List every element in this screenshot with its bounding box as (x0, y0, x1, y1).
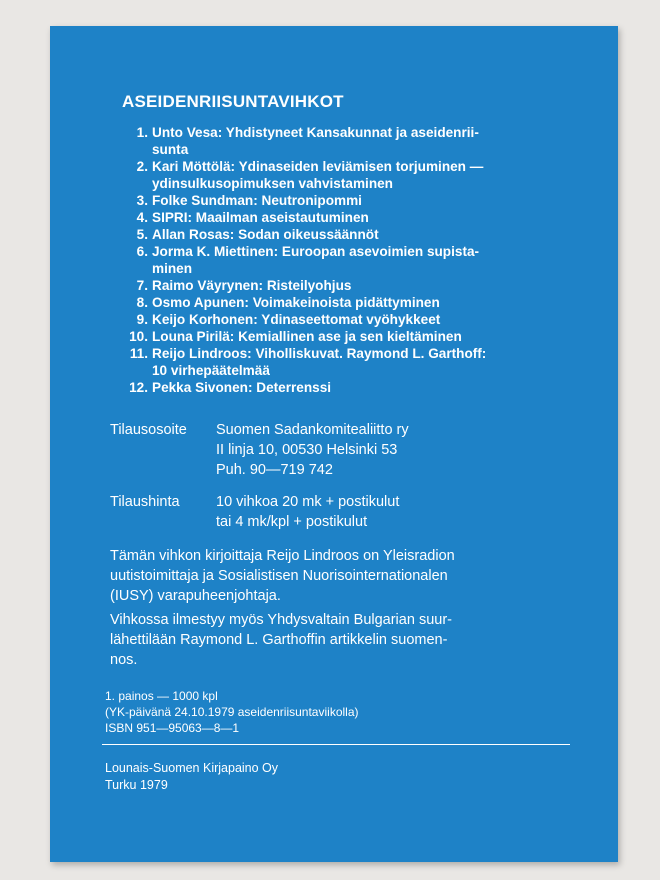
order-price-line: tai 4 mk/kpl + postikulut (216, 514, 368, 530)
list-item: 7. Raimo Väyrynen: Risteilyohjus (136, 278, 352, 293)
list-item: 2. Kari Möttölä: Ydinaseiden leviämisen torjuminen — ydinsulkusopimuksen vahvistaminen (136, 159, 484, 191)
order-address-label: Tilausosoite (110, 422, 187, 438)
list-item: 5. Allan Rosas: Sodan oikeussäännöt (136, 227, 379, 242)
series-list (116, 124, 576, 396)
printer-info: Lounais-Suomen Kirjapaino Oy Turku 1979 (105, 761, 279, 792)
also-published-paragraph: Vihkossa ilmestyy myös Yhdysvaltain Bulgarian suur- lähettilään Raymond L. Garthoffin artikkelin suomen- nos. (110, 612, 452, 668)
list-item: 6. Jorma K. Miettinen: Euroopan asevoimien supista- minen (136, 244, 480, 276)
list-item: 10. Louna Pirilä: Kemiallinen ase ja sen kieltäminen (129, 329, 462, 344)
edition-info: 1. painos — 1000 kpl (YK-päivänä 24.10.1979 aseidenriisuntaviikolla) ISBN 951—95063—8—1 (105, 689, 359, 735)
order-price-label: Tilaushinta (110, 494, 180, 510)
order-address-line: II linja 10, 00530 Helsinki 53 (216, 442, 398, 458)
list-item: 11. Reijo Lindroos: Viholliskuvat. Raymond L. Garthoff: 10 virhepäätelmää (129, 346, 487, 378)
order-address-line: Suomen Sadankomitealiitto ry (216, 422, 409, 438)
order-price-line: 10 vihkoa 20 mk + postikulut (216, 494, 400, 510)
list-item: 8. Osmo Apunen: Voimakeinoista pidättyminen (136, 295, 440, 310)
author-paragraph: Tämän vihkon kirjoittaja Reijo Lindroos on Yleisradion uutistoimittaja ja Sosialistisen Nuorisointernationalen (IUSY) varapuheenjohtaja. (110, 548, 455, 604)
series-title: ASEIDENRIISUNTAVIHKOT (122, 92, 344, 111)
list-item: 4. SIPRI: Maailman aseistautuminen (136, 210, 369, 225)
list-item: 9. Keijo Korhonen: Ydinaseettomat vyöhykkeet (136, 312, 441, 327)
list-item: 1. Unto Vesa: Yhdistyneet Kansakunnat ja aseidenrii- sunta (136, 125, 479, 157)
list-item: 3. Folke Sundman: Neutronipommi (136, 193, 362, 208)
order-address-line: Puh. 90—719 742 (216, 462, 333, 478)
divider (102, 744, 570, 745)
booklet-back-cover (50, 26, 618, 862)
list-item: 12. Pekka Sivonen: Deterrenssi (129, 380, 332, 395)
